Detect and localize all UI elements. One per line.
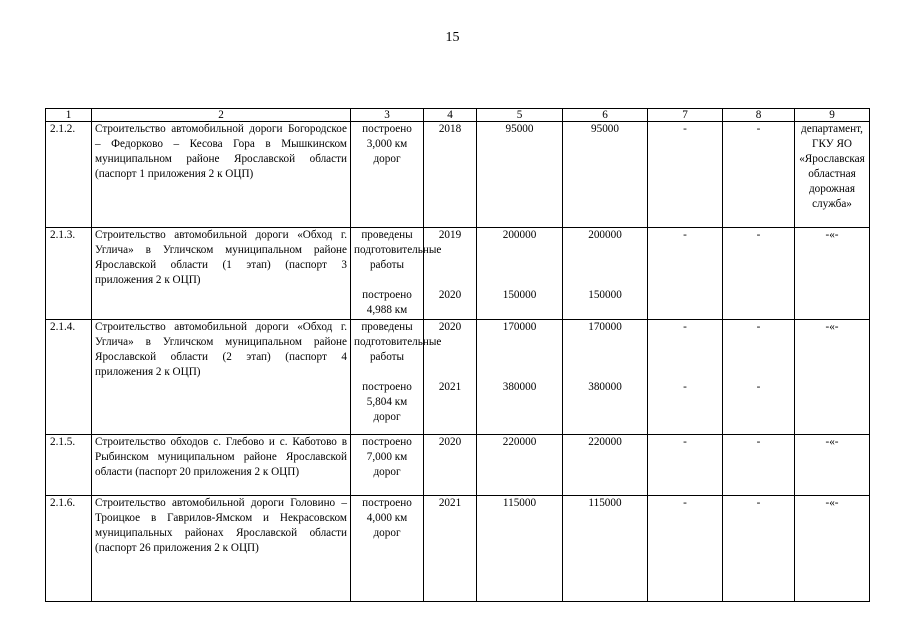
stage-col5: 380000 — [502, 381, 537, 393]
row-name: Строительство автомобильной дороги «Обход г. Углича» в Угличском муниципальном районе Ярославской области (1 этап) (паспорт 3 приложения 2 к ОЦП) — [92, 228, 351, 320]
stage-col6: 170000 — [588, 321, 622, 333]
row-col7: - — [648, 122, 723, 228]
row-col7: - — [648, 228, 723, 320]
header-col-7: 7 — [648, 109, 723, 122]
row-result: построено 3,000 км дорог — [351, 122, 424, 228]
row-col6 — [563, 228, 648, 320]
row-responsible: -«- — [795, 320, 870, 435]
stage-result: построено 5,804 км дорог — [362, 381, 412, 423]
row-year — [424, 228, 477, 320]
row-col5: 115000 — [477, 496, 563, 602]
table-row — [46, 496, 870, 602]
row-name: Строительство автомобильной дороги «Обход г. Углича» в Угличском муниципальном районе Ярославской области (2 этап) (паспорт 4 приложения 2 к ОЦП) — [92, 320, 351, 435]
row-col8 — [723, 320, 795, 435]
row-name: Строительство автомобильной дороги Головино – Троицкое в Гаврилов-Ямском и Некрасовском муниципальных районах Ярославской области (паспорт 26 приложения 2 к ОЦП) — [92, 496, 351, 602]
stage-year: 2021 — [438, 381, 462, 393]
stage-result: построено 4,988 км — [362, 289, 412, 316]
stage-col8: - — [756, 321, 761, 333]
row-col8: - — [723, 496, 795, 602]
header-col-1: 1 — [46, 109, 92, 122]
stage-result: проведены подготовительные работы — [354, 229, 442, 271]
row-name: Строительство обходов с. Глебово и с. Каботово в Рыбинском муниципальном районе Ярославской области (паспорт 20 приложения 2 к ОЦП) — [92, 435, 351, 496]
row-col6 — [563, 320, 648, 435]
stage-year: 2020 — [438, 289, 462, 301]
row-number: 2.1.6. — [46, 496, 92, 602]
table-row — [46, 320, 870, 435]
row-col8: - — [723, 435, 795, 496]
row-col8: - — [723, 122, 795, 228]
stage-result: проведены подготовительные работы — [354, 321, 442, 363]
row-year: 2020 — [424, 435, 477, 496]
stage-col6: 200000 — [588, 229, 622, 241]
row-responsible: департамент, ГКУ ЯО «Ярославская областная дорожная служба» — [795, 122, 870, 228]
stage-col7: - — [683, 321, 687, 333]
stage-col5: 150000 — [502, 289, 537, 301]
row-col5 — [477, 320, 563, 435]
header-col-8: 8 — [723, 109, 795, 122]
row-year — [424, 320, 477, 435]
row-responsible: -«- — [795, 435, 870, 496]
header-col-3: 3 — [351, 109, 424, 122]
stage-col5: 170000 — [502, 321, 537, 333]
page-number: 15 — [445, 30, 460, 45]
table-row — [46, 435, 870, 496]
row-col5: 220000 — [477, 435, 563, 496]
program-table — [45, 108, 870, 602]
stage-col6: 380000 — [588, 381, 622, 393]
row-col6: 115000 — [563, 496, 648, 602]
row-col5: 95000 — [477, 122, 563, 228]
row-col5 — [477, 228, 563, 320]
table-row — [46, 122, 870, 228]
row-number: 2.1.3. — [46, 228, 92, 320]
row-number: 2.1.2. — [46, 122, 92, 228]
stage-year: 2019 — [438, 229, 462, 241]
row-responsible: -«- — [795, 496, 870, 602]
row-col7: - — [648, 496, 723, 602]
row-col7 — [648, 320, 723, 435]
row-result — [351, 228, 442, 320]
stage-col6: 150000 — [588, 289, 622, 301]
row-col6: 220000 — [563, 435, 648, 496]
row-result — [351, 320, 442, 435]
header-col-4: 4 — [424, 109, 477, 122]
row-year: 2021 — [424, 496, 477, 602]
row-number: 2.1.5. — [46, 435, 92, 496]
row-col6: 95000 — [563, 122, 648, 228]
header-col-2: 2 — [92, 109, 351, 122]
table-row — [46, 228, 870, 320]
row-result: построено 4,000 км дорог — [351, 496, 424, 602]
stage-col7: - — [683, 381, 687, 393]
row-year: 2018 — [424, 122, 477, 228]
stage-col8: - — [756, 381, 761, 393]
header-col-5: 5 — [477, 109, 563, 122]
row-name: Строительство автомобильной дороги Богородское – Федорково – Кесова Гора в Мышкинском муниципальном районе Ярославской области (паспорт 1 приложения 2 к ОЦП) — [92, 122, 351, 228]
stage-year: 2020 — [438, 321, 462, 333]
row-col8: - — [723, 228, 795, 320]
header-col-9: 9 — [795, 109, 870, 122]
row-result: построено 7,000 км дорог — [351, 435, 424, 496]
row-col7: - — [648, 435, 723, 496]
table-header — [46, 109, 870, 122]
stage-col5: 200000 — [502, 229, 537, 241]
row-responsible: -«- — [795, 228, 870, 320]
row-number: 2.1.4. — [46, 320, 92, 435]
header-col-6: 6 — [563, 109, 648, 122]
